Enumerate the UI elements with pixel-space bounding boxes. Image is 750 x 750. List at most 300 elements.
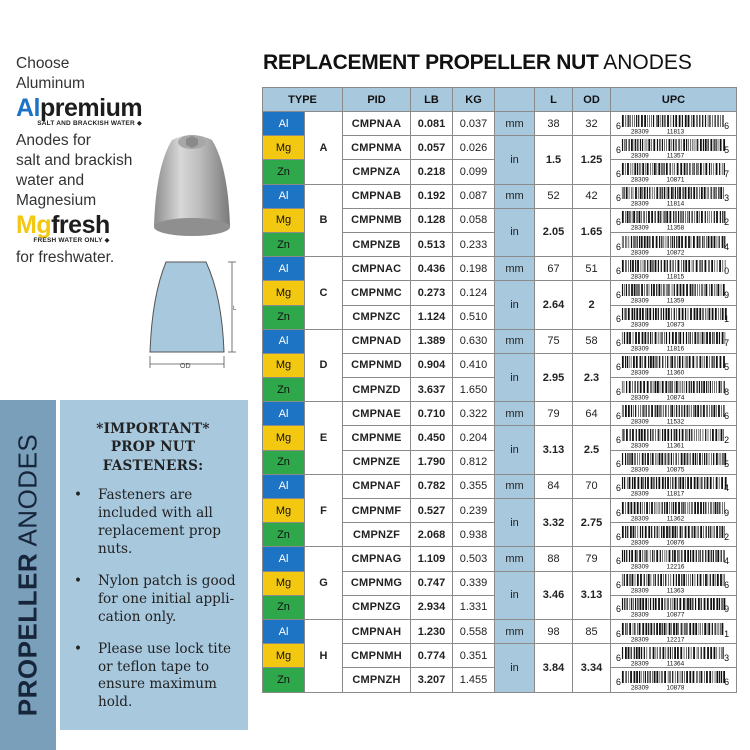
kg-cell: 1.331	[453, 595, 495, 619]
pid-cell: CMPNAH	[343, 619, 411, 643]
type-cell: E	[305, 402, 343, 475]
page-title-light: ANODES	[598, 51, 692, 74]
metal-cell: Mg	[263, 208, 305, 232]
important-item: • Fasteners are included with all replacement prop nuts.	[70, 487, 236, 559]
upc-barcode-cell	[611, 499, 737, 523]
al-brand-word: premium	[40, 93, 143, 122]
pid-cell: CMPNZD	[343, 378, 411, 402]
upc-digits: 6	[615, 168, 621, 179]
upc-digits: 2	[724, 531, 730, 542]
upc-digits: 4	[724, 483, 730, 494]
upc-digits: 11359	[666, 297, 685, 303]
pid-cell: CMPNAF	[343, 474, 411, 498]
type-cell: D	[305, 329, 343, 402]
upc-digits: 11361	[666, 442, 685, 449]
col-header-type: TYPE	[263, 88, 343, 112]
metal-cell: Mg	[263, 136, 305, 160]
table-row	[263, 619, 737, 643]
lb-cell: 0.513	[411, 232, 453, 256]
page-title-bold: REPLACEMENT PROPELLER NUT	[263, 51, 599, 74]
upc-barcode	[614, 525, 733, 545]
upc-barcode-cell	[611, 353, 737, 377]
pid-cell: CMPNAB	[343, 184, 411, 208]
upc-barcode-cell	[611, 257, 737, 281]
upc-barcode	[614, 476, 733, 496]
mg-brand-prefix: Mg	[16, 210, 52, 239]
upc-digits: 28309	[630, 128, 649, 134]
upc-digits: 6	[724, 580, 730, 591]
unit-cell-in: in	[495, 499, 535, 547]
upc-barcode-cell	[611, 619, 737, 643]
pid-cell: CMPNMF	[343, 499, 411, 523]
metal-cell: Zn	[263, 668, 305, 692]
upc-digits: 6	[615, 338, 621, 349]
upc-digits: 9	[724, 507, 730, 518]
od-in-cell: 3.13	[573, 571, 611, 619]
lb-cell: 0.527	[411, 499, 453, 523]
upc-barcode	[614, 573, 733, 593]
upc-digits: 6	[615, 193, 621, 204]
pid-cell: CMPNZC	[343, 305, 411, 329]
kg-cell: 0.204	[453, 426, 495, 450]
upc-digits: 28309	[630, 394, 649, 400]
unit-cell-in: in	[495, 208, 535, 256]
page-title	[263, 51, 692, 75]
pid-cell: CMPNZE	[343, 450, 411, 474]
upc-barcode	[614, 428, 733, 448]
intro-line: water and	[16, 171, 85, 189]
col-header-pid: PID	[343, 88, 411, 112]
upc-barcode	[614, 549, 733, 569]
lb-cell: 1.389	[411, 329, 453, 353]
col-header-lb: LB	[411, 88, 453, 112]
upc-digits: 28309	[630, 466, 649, 473]
upc-barcode	[614, 114, 733, 134]
kg-cell: 0.026	[453, 136, 495, 160]
important-heading-line: PROP NUT	[110, 439, 196, 456]
upc-digits: 5	[724, 144, 730, 155]
upc-digits: 6	[615, 652, 621, 663]
upc-digits: 28309	[630, 176, 649, 182]
kg-cell: 0.239	[453, 499, 495, 523]
upc-barcode	[614, 283, 733, 303]
kg-cell: 0.938	[453, 523, 495, 547]
kg-cell: 0.233	[453, 232, 495, 256]
table-row	[263, 112, 737, 136]
length-in-cell: 2.64	[535, 281, 573, 329]
metal-cell: Mg	[263, 353, 305, 377]
upc-barcode	[614, 162, 733, 182]
upc-digits: 10876	[666, 539, 685, 545]
od-mm-cell: 58	[573, 329, 611, 353]
lb-cell: 1.790	[411, 450, 453, 474]
metal-cell: Al	[263, 184, 305, 208]
lb-cell: 2.934	[411, 595, 453, 619]
lb-cell: 0.747	[411, 571, 453, 595]
table-body	[263, 112, 737, 693]
upc-digits: 28309	[630, 200, 649, 207]
upc-barcode-cell	[611, 402, 737, 426]
side-title-bold: PROPELLER	[12, 552, 43, 717]
pid-cell: CMPNZA	[343, 160, 411, 184]
lb-cell: 0.128	[411, 208, 453, 232]
upc-digits: 7	[724, 338, 730, 349]
type-cell: H	[305, 619, 343, 692]
upc-barcode	[614, 622, 733, 642]
upc-digits: 3	[724, 193, 730, 204]
upc-digits: 6	[724, 676, 730, 687]
mg-brand-tag: FRESH WATER ONLY ◆	[33, 237, 110, 245]
upc-digits: 6	[615, 241, 621, 252]
metal-cell: Zn	[263, 160, 305, 184]
od-in-cell: 1.25	[573, 136, 611, 184]
upc-barcode	[614, 355, 733, 375]
upc-digits: 11532	[666, 418, 685, 424]
upc-digits: 1	[724, 628, 730, 639]
kg-cell: 0.503	[453, 547, 495, 571]
kg-cell: 0.058	[453, 208, 495, 232]
upc-barcode-cell	[611, 305, 737, 329]
upc-digits: 6	[615, 604, 621, 615]
upc-digits: 11817	[666, 490, 685, 497]
pid-cell: CMPNMH	[343, 644, 411, 668]
upc-barcode	[614, 138, 733, 158]
al-brand-tag: SALT AND BRACKISH WATER ◆	[37, 120, 143, 128]
upc-digits: 28309	[630, 297, 649, 303]
anode-spec-table	[262, 87, 737, 693]
upc-digits: 28309	[630, 224, 649, 231]
upc-barcode	[614, 670, 733, 690]
pid-cell: CMPNAG	[343, 547, 411, 571]
pid-cell: CMPNMA	[343, 136, 411, 160]
length-in-cell: 3.46	[535, 571, 573, 619]
mg-brand-tag-text: FRESH WATER ONLY	[33, 237, 103, 245]
lb-cell: 0.774	[411, 644, 453, 668]
pid-cell: CMPNAA	[343, 112, 411, 136]
lb-cell: 0.710	[411, 402, 453, 426]
upc-digits: 6	[615, 555, 621, 566]
pid-cell: CMPNMB	[343, 208, 411, 232]
metal-cell: Al	[263, 619, 305, 643]
upc-digits: 6	[615, 507, 621, 518]
od-label: OD	[180, 363, 191, 370]
important-item: • Nylon patch is good for one initial appli-cation only.	[70, 573, 236, 627]
lb-cell: 3.637	[411, 378, 453, 402]
lb-cell: 2.068	[411, 523, 453, 547]
important-list	[70, 487, 236, 712]
upc-digits: 6	[615, 265, 621, 276]
od-mm-cell: 42	[573, 184, 611, 208]
al-brand-prefix: Al	[16, 93, 40, 122]
upc-digits: 6	[615, 410, 621, 421]
metal-cell: Al	[263, 329, 305, 353]
upc-digits: 10877	[666, 611, 685, 618]
upc-digits: 28309	[630, 369, 649, 376]
metal-cell: Zn	[263, 232, 305, 256]
lb-cell: 0.273	[411, 281, 453, 305]
upc-digits: 6	[615, 434, 621, 446]
anode-photo-image	[142, 126, 242, 246]
upc-digits: 5	[724, 459, 730, 470]
od-mm-cell: 32	[573, 112, 611, 136]
upc-digits: 6	[615, 217, 621, 228]
intro-line: for freshwater.	[16, 249, 115, 267]
kg-cell: 0.099	[453, 160, 495, 184]
lb-cell: 0.904	[411, 353, 453, 377]
upc-digits: 6	[615, 144, 621, 155]
upc-barcode	[614, 597, 733, 617]
od-in-cell: 2.75	[573, 499, 611, 547]
unit-cell-mm: mm	[495, 112, 535, 136]
lb-cell: 0.218	[411, 160, 453, 184]
kg-cell: 0.510	[453, 305, 495, 329]
length-mm-cell: 79	[535, 402, 573, 426]
kg-cell: 0.558	[453, 619, 495, 643]
upc-barcode-cell	[611, 232, 737, 256]
metal-cell: Mg	[263, 644, 305, 668]
unit-cell-mm: mm	[495, 402, 535, 426]
table-row	[263, 402, 737, 426]
side-title-banner	[0, 400, 56, 750]
upc-barcode-cell	[611, 160, 737, 184]
lb-cell: 0.081	[411, 112, 453, 136]
unit-cell-in: in	[495, 353, 535, 401]
od-mm-cell: 85	[573, 619, 611, 643]
upc-digits: 6	[615, 289, 621, 300]
upc-barcode-cell	[611, 136, 737, 160]
lb-cell: 0.782	[411, 474, 453, 498]
pid-cell: CMPNZF	[343, 523, 411, 547]
upc-digits: 2	[724, 217, 730, 228]
upc-barcode	[614, 452, 733, 472]
upc-digits: 10872	[666, 249, 685, 255]
upc-barcode	[614, 501, 733, 521]
upc-digits: 11363	[666, 587, 685, 594]
important-notice	[60, 400, 248, 730]
table-header-row	[263, 88, 737, 112]
upc-barcode-cell	[611, 644, 737, 668]
pid-cell: CMPNZB	[343, 232, 411, 256]
kg-cell: 0.198	[453, 257, 495, 281]
side-title-light: ANODES	[12, 433, 43, 553]
upc-digits: 28309	[630, 152, 649, 158]
pid-cell: CMPNMC	[343, 281, 411, 305]
upc-digits: 10878	[666, 684, 685, 690]
type-cell: C	[305, 257, 343, 330]
upc-digits: 11814	[666, 200, 685, 207]
upc-digits: 12216	[666, 563, 685, 569]
pid-cell: CMPNMD	[343, 353, 411, 377]
upc-barcode	[614, 380, 733, 400]
pid-cell: CMPNMG	[343, 571, 411, 595]
od-mm-cell: 51	[573, 257, 611, 281]
table-row	[263, 474, 737, 498]
unit-cell-mm: mm	[495, 329, 535, 353]
upc-digits: 28309	[630, 515, 649, 521]
l-label: L	[233, 306, 237, 312]
pid-cell: CMPNZH	[343, 668, 411, 692]
upc-digits: 4	[724, 555, 730, 566]
table-row	[263, 184, 737, 208]
upc-digits: 4	[724, 241, 730, 252]
anode-dimension-diagram	[144, 256, 240, 374]
pid-cell: CMPNZG	[343, 595, 411, 619]
metal-cell: Al	[263, 402, 305, 426]
length-in-cell: 3.32	[535, 499, 573, 547]
upc-digits: 28309	[630, 273, 649, 279]
upc-digits: 28309	[630, 490, 649, 497]
upc-barcode-cell	[611, 378, 737, 402]
upc-digits: 5	[724, 362, 730, 373]
upc-digits: 6	[615, 531, 621, 542]
metal-cell: Zn	[263, 378, 305, 402]
pid-cell: CMPNAE	[343, 402, 411, 426]
upc-digits: 6	[724, 410, 730, 421]
metal-cell: Zn	[263, 305, 305, 329]
kg-cell: 1.455	[453, 668, 495, 692]
upc-digits: 6	[615, 628, 621, 639]
metal-cell: Mg	[263, 426, 305, 450]
upc-digits: 28309	[630, 321, 649, 328]
important-heading-line: *IMPORTANT*	[96, 421, 210, 437]
table-row	[263, 329, 737, 353]
metal-cell: Mg	[263, 499, 305, 523]
length-in-cell: 1.5	[535, 136, 573, 184]
table-row	[263, 257, 737, 281]
unit-cell-in: in	[495, 644, 535, 692]
col-header-od: OD	[573, 88, 611, 112]
upc-barcode	[614, 186, 733, 206]
lb-cell: 0.192	[411, 184, 453, 208]
upc-digits: 11360	[666, 369, 685, 376]
upc-barcode-cell	[611, 595, 737, 619]
upc-digits: 28309	[630, 636, 649, 642]
kg-cell: 0.410	[453, 353, 495, 377]
upc-digits: 10873	[666, 321, 685, 328]
important-item: • Please use lock tite or teflon tape to ensure maximum hold.	[70, 641, 236, 713]
upc-digits: 28309	[630, 660, 649, 666]
upc-barcode-cell	[611, 208, 737, 232]
pid-cell: CMPNAC	[343, 257, 411, 281]
length-mm-cell: 98	[535, 619, 573, 643]
upc-digits: 6	[615, 580, 621, 591]
upc-digits: 6	[615, 483, 621, 494]
intro-line: Magnesium	[16, 191, 97, 209]
upc-barcode-cell	[611, 547, 737, 571]
metal-cell: Al	[263, 474, 305, 498]
upc-barcode-cell	[611, 450, 737, 474]
upc-digits: 10875	[666, 466, 685, 473]
upc-digits: 28309	[630, 539, 649, 545]
upc-digits: 8	[724, 386, 730, 397]
col-header-kg: KG	[453, 88, 495, 112]
table-row	[263, 547, 737, 571]
type-cell: F	[305, 474, 343, 547]
upc-barcode	[614, 404, 733, 424]
col-header-unit	[495, 88, 535, 112]
kg-cell: 0.630	[453, 329, 495, 353]
unit-cell-in: in	[495, 281, 535, 329]
upc-digits: 28309	[630, 563, 649, 569]
length-mm-cell: 52	[535, 184, 573, 208]
upc-digits: 6	[615, 314, 621, 325]
mg-brand-word: fresh	[51, 210, 110, 239]
important-heading-line: FASTENERS:	[102, 457, 204, 474]
type-cell: A	[305, 112, 343, 185]
upc-digits: 6	[615, 676, 621, 687]
upc-digits: 7	[724, 168, 730, 179]
upc-barcode-cell	[611, 112, 737, 136]
od-in-cell: 2.3	[573, 353, 611, 401]
length-mm-cell: 84	[535, 474, 573, 498]
upc-digits: 1	[724, 314, 730, 325]
upc-digits: 11362	[666, 515, 685, 521]
upc-digits: 6	[615, 362, 621, 373]
upc-barcode-cell	[611, 474, 737, 498]
od-mm-cell: 64	[573, 402, 611, 426]
pid-cell: CMPNME	[343, 426, 411, 450]
upc-digits: 12217	[666, 636, 685, 642]
upc-digits: 9	[724, 289, 730, 300]
upc-barcode-cell	[611, 184, 737, 208]
length-in-cell: 2.05	[535, 208, 573, 256]
kg-cell: 0.351	[453, 644, 495, 668]
upc-digits: 11815	[666, 273, 685, 279]
upc-barcode	[614, 235, 733, 255]
upc-digits: 6	[724, 120, 730, 131]
kg-cell: 0.124	[453, 281, 495, 305]
upc-digits: 11813	[666, 128, 685, 134]
metal-cell: Al	[263, 112, 305, 136]
metal-cell: Zn	[263, 450, 305, 474]
unit-cell-in: in	[495, 571, 535, 619]
od-in-cell: 2.5	[573, 426, 611, 474]
kg-cell: 0.355	[453, 474, 495, 498]
metal-cell: Zn	[263, 595, 305, 619]
upc-digits: 11816	[666, 345, 685, 352]
upc-digits: 10874	[666, 394, 685, 400]
length-in-cell: 3.84	[535, 644, 573, 692]
type-cell: B	[305, 184, 343, 257]
metal-cell: Mg	[263, 571, 305, 595]
unit-cell-in: in	[495, 426, 535, 474]
upc-digits: 28309	[630, 611, 649, 618]
metal-cell: Zn	[263, 523, 305, 547]
upc-digits: 28309	[630, 418, 649, 424]
kg-cell: 0.087	[453, 184, 495, 208]
upc-digits: 9	[724, 604, 730, 615]
od-in-cell: 3.34	[573, 644, 611, 692]
intro-line: Anodes for	[16, 132, 91, 150]
upc-digits: 11357	[666, 152, 685, 158]
lb-cell: 1.109	[411, 547, 453, 571]
upc-barcode-cell	[611, 571, 737, 595]
kg-cell: 0.037	[453, 112, 495, 136]
kg-cell: 1.650	[453, 378, 495, 402]
upc-digits: 0	[724, 265, 730, 276]
length-in-cell: 2.95	[535, 353, 573, 401]
pid-cell: CMPNAD	[343, 329, 411, 353]
unit-cell-mm: mm	[495, 184, 535, 208]
upc-digits: 28309	[630, 684, 649, 690]
al-premium-logo	[16, 93, 143, 129]
upc-digits: 6	[615, 386, 621, 397]
lb-cell: 1.230	[411, 619, 453, 643]
lb-cell: 0.436	[411, 257, 453, 281]
upc-barcode	[614, 210, 733, 230]
upc-barcode-cell	[611, 523, 737, 547]
unit-cell-mm: mm	[495, 547, 535, 571]
